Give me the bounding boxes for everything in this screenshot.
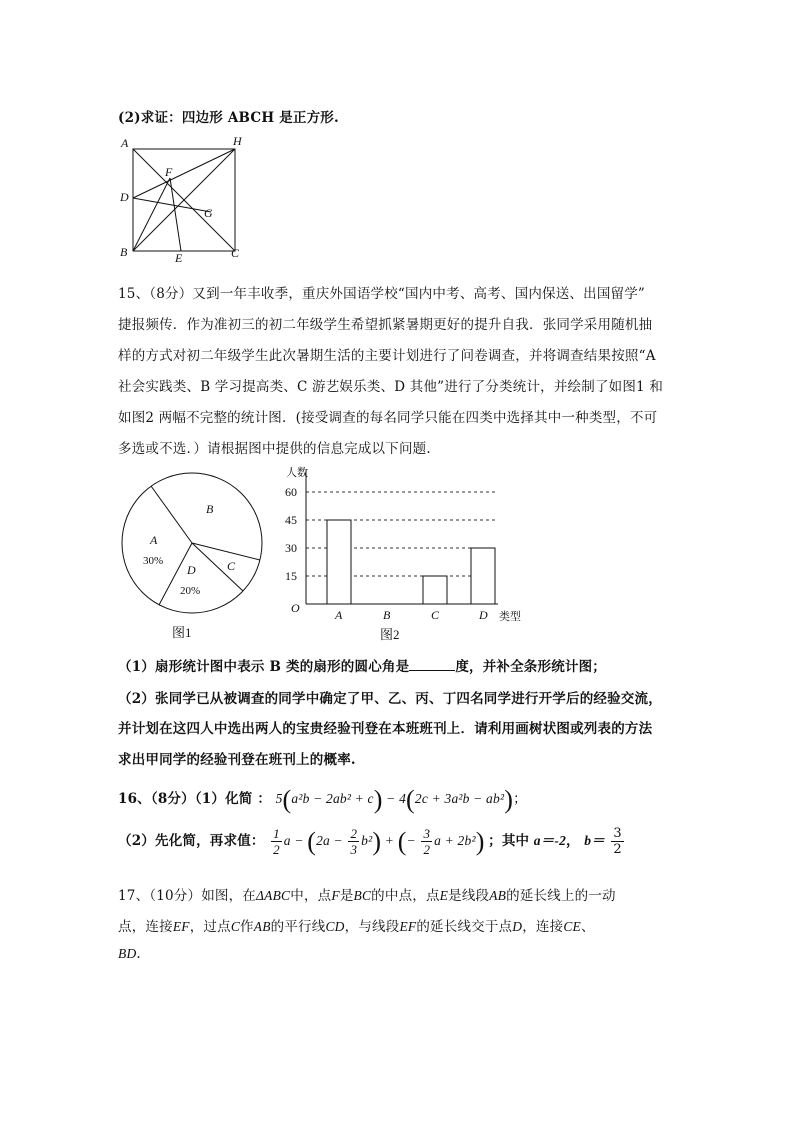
q16-expression-2: $\frac{1}{2}$ a − (2a − $\frac{2}{3}$ b²) + (− $\frac{3}{2}$ a + 2b²) [273, 826, 485, 858]
q16-sub2-prefix: （2）先化简，再求值： [118, 833, 265, 849]
q15-line-6: 多选或不选．）请根据图中提供的信息完成以下问题. [118, 441, 431, 457]
frac-b-value: $\frac{3}{2}$ [613, 826, 622, 857]
q15-line-5: 如图2 两幅不完整的统计图．(接受调查的每名同学只能在四类中选择其中一种类型，不可 [118, 410, 658, 426]
pie-label-a: A [150, 533, 158, 547]
bar-caption: 图2 [380, 627, 400, 642]
label-g: G [204, 206, 213, 220]
pie-caption: 图1 [172, 625, 192, 640]
q17-line-1: 17、（10分）如图，在ΔABC中，点F是BC的中点，点E是线段AB的延长线上的一动 [118, 888, 616, 904]
q16-a-value: a＝-2 [533, 833, 567, 848]
label-e: E [175, 251, 183, 264]
q15-line-4: 社会实践类、B 学习提高类、C 游艺娱乐类、D 其他”进行了分类统计，并绘制了如图1 和 [118, 379, 664, 395]
pie-label-d: D [187, 563, 196, 577]
y-tick-45: 45 [285, 513, 297, 527]
label-c: C [231, 246, 240, 260]
q16-where: ；其中 [488, 833, 530, 849]
q15-line-3: 样的方式对初二年级学生此次暑期生活的主要计划进行了问卷调查，并将调查结果按照“A [118, 348, 656, 364]
pie-divider-dc [192, 543, 243, 591]
y-axis-title: 人数 [286, 467, 308, 479]
segment-dg [133, 198, 211, 212]
segment-fe [170, 178, 181, 251]
q16-expression-1: 5(a²b − 2ab² + c) − 4(2c + 3a²b − ab²) [275, 785, 514, 814]
q14-part2: (2)求证：四边形 ABCH 是正方形. [118, 110, 339, 126]
segment-hd [133, 149, 235, 198]
square-figure [115, 134, 255, 264]
pie-percent-d: 20% [180, 585, 201, 597]
q15-sub1-suffix: 度，并补全条形统计图； [455, 659, 607, 675]
q15-sub2-line-3: 求出甲同学的经验刊登在班刊上的概率. [118, 752, 356, 768]
origin-label: O [291, 601, 300, 615]
bar-chart [283, 462, 533, 647]
pie-label-b: B [206, 502, 214, 516]
label-a: A [121, 136, 129, 150]
bar-A [327, 520, 351, 604]
q15-sub1 [118, 655, 606, 675]
answer-blank[interactable] [409, 658, 455, 671]
frac-two-thirds: $\frac{2}{3}$ [350, 826, 358, 858]
x-axis-title: 类型 [499, 611, 521, 623]
label-d: D [120, 190, 129, 204]
label-f: F [165, 165, 173, 179]
frac-three-halves: $\frac{3}{2}$ [423, 826, 431, 858]
frac-one-half: $\frac{1}{2}$ [273, 826, 280, 858]
q15-line-2: 捷报频传．作为准初三的初二年级学生希望抓紧暑期更好的提升自我．张同学采用随机抽 [118, 317, 653, 333]
q16-prefix: 16、（8分）（1）化简 ： [118, 791, 272, 808]
pie-divider-bc [192, 543, 260, 560]
x-tick-D: D [479, 608, 488, 622]
x-tick-C: C [431, 608, 440, 622]
q17-line-3: BD. [118, 946, 141, 962]
label-b: B [120, 245, 128, 259]
bar-C [423, 576, 447, 604]
pie-label-c: C [227, 559, 236, 573]
q16-part1: 16、（8分）（1）化简 ： 5(a²b − 2ab² + c) − 4(2c + 3a²b − ab²)； [118, 785, 527, 814]
y-tick-30: 30 [285, 541, 297, 555]
q15-line-1: 15、（8分）又到一年丰收季，重庆外国语学校“国内中考、高考、国内保送、出国留学” [118, 286, 646, 302]
q15-sub2-line-1: （2）张同学已从被调查的同学中确定了甲、乙、丙、丁四名同学进行开学后的经验交流， [118, 691, 662, 707]
pie-chart [118, 468, 268, 648]
bar-D [471, 548, 495, 604]
q17-line-2: 点，连接EF，过点C作AB的平行线CD，与线段EF的延长线交于点D，连接CE、 [118, 919, 595, 935]
q16-part2: （2）先化简，再求值： $\frac{1}{2}$ a − (2a − $\frac{2}{3}$ b²) + (− $\frac{3}{2}$ a + 2b²) ；其中 a＝-2， b＝ $\frac{3}{2}$ [118, 826, 622, 858]
label-h: H [233, 134, 242, 148]
pie-percent-a: 30% [143, 555, 164, 567]
q16-b-label: b＝ [584, 833, 605, 848]
y-tick-60: 60 [285, 485, 297, 499]
q15-sub2-line-2: 并计划在这四人中选出两人的宝贵经验刊登在本班班刊上．请利用画树状图或列表的方法 [118, 721, 653, 737]
q15-sub1-prefix: （1）扇形统计图中表示 B 类的扇形的圆心角是 [118, 659, 410, 675]
x-tick-A: A [335, 608, 343, 622]
x-tick-B: B [383, 608, 391, 622]
y-tick-15: 15 [285, 569, 297, 583]
